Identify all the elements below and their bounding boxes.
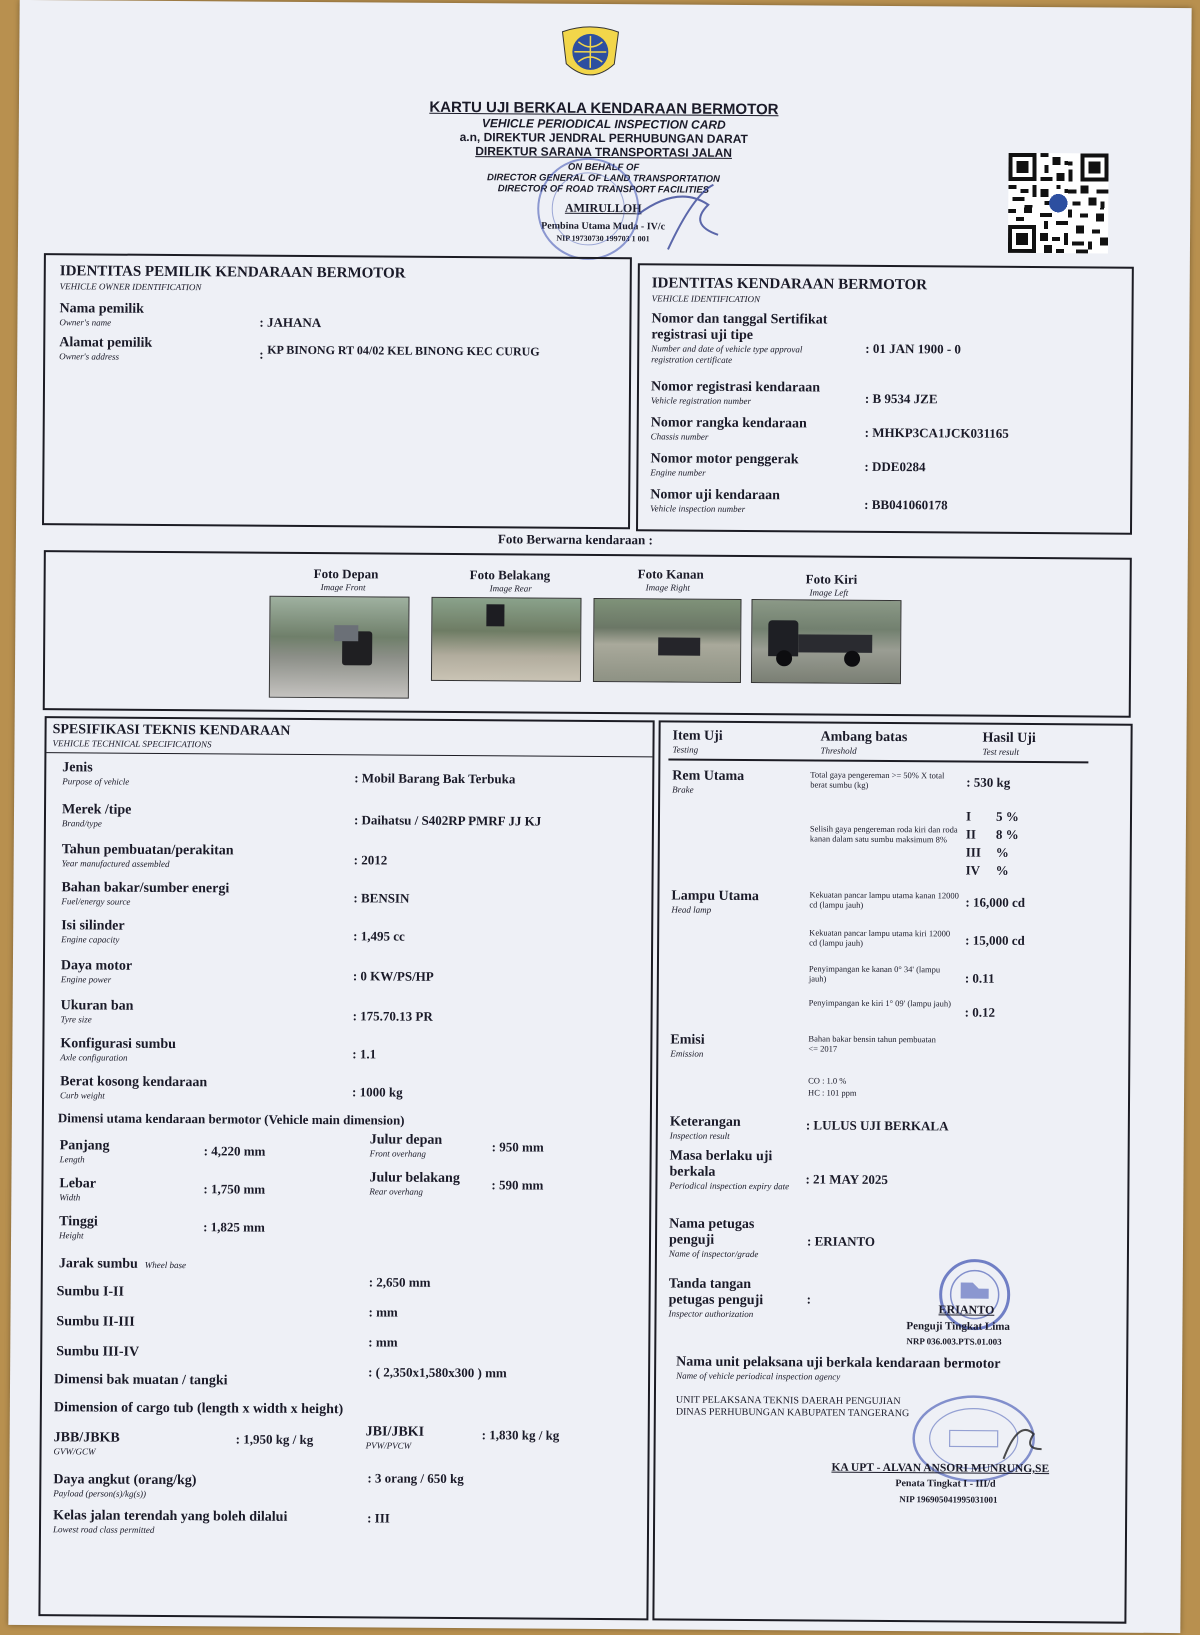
director-general-en: DIRECTOR GENERAL OF LAND TRANSPORTATION	[486, 172, 720, 185]
axle-3-4-value: : mm	[368, 1334, 398, 1350]
axle-number: III	[965, 844, 982, 860]
inspector-name: ERIANTO	[938, 1302, 995, 1317]
headlamp-result-1: : 16,000 cd	[965, 894, 1026, 910]
specs-title: SPESIFIKASI TEKNIS KENDARAAN	[52, 722, 291, 739]
spec-label: Merek /tipe	[61, 802, 132, 818]
photos-section	[43, 550, 1132, 718]
truck-rear-shape	[486, 604, 504, 626]
qr-code	[1008, 153, 1109, 254]
photo-rear	[431, 597, 582, 682]
length-label-en: Length	[59, 1154, 85, 1165]
col-item-header: Item Uji	[672, 728, 723, 744]
inspector-nrp: NRP 036.003.PTS.01.003	[906, 1336, 1002, 1347]
headlamp-threshold-2: Kekuatan pancar lampu utama kiri 12000 cd (lampu jauh)	[809, 927, 951, 948]
owner-name-value: : JAHANA	[259, 314, 322, 331]
axle-number: I	[965, 808, 972, 824]
inspector-value: : ERIANTO	[806, 1233, 876, 1249]
front-overhang-value: : 950 mm	[491, 1139, 544, 1155]
signer-nip: NIP 19730730 199703 1 001	[556, 233, 650, 244]
owner-address-label: Alamat pemilik	[59, 335, 153, 351]
cert-label-en-2: registration certificate	[651, 354, 733, 365]
photo-rear-label: Foto Belakang	[469, 567, 551, 583]
axle-difference-value: 8 %	[995, 826, 1019, 842]
photo-rear-label-en: Image Rear	[489, 583, 532, 594]
headlamp-label-en: Head lamp	[671, 904, 712, 915]
expiry-label-2: berkala	[669, 1164, 716, 1180]
jbb-value: : 1,950 kg / kg	[235, 1431, 314, 1448]
signature-label-1: Tanda tangan	[668, 1276, 752, 1293]
signature-label-2: petugas penguji	[668, 1292, 764, 1309]
photo-front-label: Foto Depan	[313, 565, 379, 582]
spec-value: : 1.1	[352, 1046, 377, 1062]
inspector-label-2: penguji	[668, 1232, 715, 1248]
owner-address-label-en: Owner's address	[59, 351, 120, 362]
vehicle-id-title: IDENTITAS KENDARAAN BERMOTOR	[651, 275, 928, 294]
headlamp-threshold-3: Penyimpangan ke kanan 0° 34' (lampu jauh)	[808, 963, 941, 984]
spec-label-en: Fuel/energy source	[61, 896, 131, 907]
wheelbase-label: Jarak sumbu	[58, 1256, 138, 1272]
photo-left-label: Foto Kiri	[805, 571, 858, 587]
truck-right-shape	[658, 637, 700, 655]
headlamp-label: Lampu Utama	[671, 888, 760, 905]
payload-label-en: Payload (person(s)/kg(s))	[53, 1488, 147, 1499]
inspector-rank: Penguji Tingkat Lima	[906, 1320, 1011, 1333]
photo-front-label-en: Image Front	[320, 582, 366, 593]
photo-left-label-en: Image Left	[809, 587, 849, 598]
truck-left-wheel-rear	[844, 651, 860, 667]
truck-left-bed	[798, 634, 872, 653]
remark-label: Keterangan	[669, 1114, 741, 1130]
length-value: : 4,220 mm	[203, 1143, 266, 1159]
payload-value: : 3 orang / 650 kg	[367, 1470, 464, 1487]
cargo-dimension-label: Dimensi bak muatan / tangki	[54, 1372, 228, 1389]
brake-result-1: : 530 kg	[966, 774, 1011, 790]
spec-label-en: Purpose of vehicle	[62, 776, 130, 787]
emission-co: CO : 1.0 %	[808, 1075, 847, 1086]
spec-label: Tahun pembuatan/perakitan	[61, 842, 234, 859]
owner-section-title-en: VEHICLE OWNER IDENTIFICATION	[59, 281, 202, 293]
axle-1-2-label: Sumbu I-II	[56, 1284, 125, 1300]
jbb-label: JBB/JBKB	[53, 1430, 120, 1446]
cert-label-1: Nomor dan tanggal Sertifikat	[651, 311, 828, 328]
agency-label-en: Name of vehicle periodical inspection agency	[676, 1370, 841, 1382]
owner-name-label-en: Owner's name	[59, 317, 112, 328]
chassis-label: Nomor rangka kendaraan	[650, 415, 807, 432]
reg-label: Nomor registrasi kendaraan	[650, 379, 821, 396]
spec-label: Daya motor	[60, 958, 133, 974]
ministry-logo	[554, 24, 626, 87]
owner-section	[42, 253, 632, 529]
axle-1-2-value: : 2,650 mm	[368, 1274, 431, 1290]
on-behalf-text: a.n, DIREKTUR JENDRAL PERHUBUNGAN DARAT	[459, 130, 748, 147]
owner-section-title: IDENTITAS PEMILIK KENDARAAN BERMOTOR	[59, 263, 406, 282]
owner-address-colon: :	[259, 346, 264, 362]
headlamp-result-3: : 0.11	[964, 970, 995, 986]
card-title: KARTU UJI BERKALA KENDARAAN BERMOTOR	[429, 98, 779, 119]
signature-label-en: Inspector authorization	[668, 1308, 754, 1320]
headlamp-result-2: : 15,000 cd	[965, 932, 1025, 948]
front-overhang-label-en: Front overhang	[369, 1148, 426, 1159]
card-title-en: VEHICLE PERIODICAL INSPECTION CARD	[481, 116, 726, 132]
spec-label: Isi silinder	[61, 918, 125, 934]
axle-difference-value: 5 %	[995, 808, 1019, 824]
agency-label: Nama unit pelaksana uji berkala kendaraan bermotor	[676, 1354, 1001, 1372]
brake-label: Rem Utama	[672, 768, 745, 785]
headlamp-threshold-1: Kekuatan pancar lampu utama kanan 12000 cd (lampu jauh)	[809, 889, 959, 910]
emission-label: Emisi	[670, 1032, 705, 1048]
vehicle-id-title-en: VEHICLE IDENTIFICATION	[651, 293, 761, 305]
director-facilities-en: DIRECTOR OF ROAD TRANSPORT FACILITIES	[497, 183, 710, 196]
jbi-label-en: PVW/PVCW	[365, 1440, 412, 1451]
spec-value: : BENSIN	[353, 890, 410, 906]
specs-title-en: VEHICLE TECHNICAL SPECIFICATIONS	[52, 738, 212, 750]
jbi-label: JBI/JBKI	[365, 1424, 425, 1440]
jbb-label-en: GVW/GCW	[53, 1446, 96, 1457]
headlamp-result-4: : 0.12	[964, 1004, 996, 1020]
dimension-title: Dimensi utama kendaraan bermotor (Vehicle main dimension)	[57, 1110, 405, 1128]
width-value: : 1,750 mm	[203, 1181, 266, 1197]
spec-value: : 1000 kg	[352, 1084, 403, 1100]
front-overhang-label: Julur depan	[369, 1132, 443, 1148]
height-label-en: Height	[59, 1230, 84, 1241]
rear-overhang-value: : 590 mm	[491, 1177, 544, 1193]
length-label: Panjang	[59, 1138, 110, 1154]
road-class-label-en: Lowest road class permitted	[52, 1524, 155, 1535]
spec-label-en: Tyre size	[60, 1014, 92, 1025]
road-class-label: Kelas jalan terendah yang boleh dilalui	[53, 1508, 288, 1525]
inspection-number-label-en: Vehicle inspection number	[650, 503, 746, 515]
spec-label-en: Brand/type	[61, 818, 102, 829]
director-stamp	[518, 153, 749, 265]
director-text: DIREKTUR SARANA TRANSPORTASI JALAN	[475, 144, 733, 160]
jbi-value: : 1,830 kg / kg	[481, 1427, 560, 1443]
engine-label-en: Engine number	[650, 467, 706, 478]
spec-label-en: Engine capacity	[61, 934, 120, 945]
owner-name-label: Nama pemilik	[59, 301, 144, 317]
col-threshold-header: Ambang batas	[820, 729, 908, 746]
chassis-label-en: Chassis number	[650, 431, 709, 442]
photos-title: Foto Berwarna kendaraan :	[497, 531, 653, 548]
spec-value: : 2012	[353, 852, 388, 868]
signer-name: AMIRULLOH	[564, 200, 642, 216]
inspection-card	[8, 0, 1191, 1633]
spec-label: Jenis	[62, 760, 93, 776]
spec-label: Ukuran ban	[60, 998, 134, 1014]
axle-difference-value: %	[995, 862, 1009, 878]
cargo-dimension-label-en: Dimension of cargo tub (length x width x height)	[53, 1400, 344, 1418]
headlamp-threshold-4: Penyimpangan ke kiri 1° 09' (lampu jauh)	[808, 997, 952, 1009]
width-label: Lebar	[59, 1176, 97, 1192]
payload-label: Daya angkut (orang/kg)	[53, 1472, 197, 1489]
spec-value: : 1,495 cc	[353, 928, 405, 944]
width-label-en: Width	[59, 1192, 81, 1203]
spec-label-en: Year manufactured assembled	[61, 858, 170, 869]
cert-label-en-1: Number and date of vehicle type approval	[651, 343, 803, 355]
expiry-value: : 21 MAY 2025	[805, 1171, 888, 1188]
col-result-header: Hasil Uji	[982, 730, 1036, 747]
col-item-header-en: Testing	[672, 744, 699, 755]
height-value: : 1,825 mm	[203, 1219, 265, 1235]
cert-label-2: registrasi uji tipe	[651, 327, 754, 344]
col-result-header-en: Test result	[982, 746, 1020, 757]
brake-threshold-2: Selisih gaya pengereman roda kiri dan roda kanan dalam satu sumbu maksimum 8%	[809, 823, 958, 845]
photo-right-label-en: Image Right	[645, 582, 690, 593]
spec-value: : 175.70.13 PR	[352, 1008, 433, 1024]
axle-difference-value: %	[995, 844, 1009, 860]
engine-label: Nomor motor penggerak	[650, 451, 799, 468]
emission-threshold: Bahan bakar bensin tahun pembuatan <= 2017	[808, 1033, 936, 1054]
head-rank: Penata Tingkat I - III/d	[895, 1478, 996, 1490]
truck-left-wheel-front	[776, 650, 792, 666]
head-nip: NIP 196905041995031001	[899, 1494, 998, 1505]
owner-address-value: KP BINONG RT 04/02 KEL BINONG KEC CURUG	[267, 342, 540, 359]
vehicle-id-section	[636, 263, 1134, 534]
remark-label-en: Inspection result	[669, 1130, 730, 1141]
specs-title-divider	[46, 752, 652, 757]
photo-front	[269, 596, 410, 699]
inspection-number-label: Nomor uji kendaraan	[650, 487, 780, 504]
test-header-divider	[668, 758, 1088, 763]
emission-label-en: Emission	[670, 1048, 704, 1059]
wheelbase-heading	[59, 1254, 186, 1273]
rear-overhang-label-en: Rear overhang	[369, 1186, 423, 1197]
axle-number: II	[965, 826, 977, 842]
axle-number: IV	[965, 862, 981, 878]
photo-right	[593, 598, 742, 683]
wheelbase-label-en: Wheel base	[144, 1259, 187, 1271]
spec-value: : 0 KW/PS/HP	[352, 968, 434, 984]
reg-label-en: Vehicle registration number	[650, 395, 752, 407]
on-behalf-en: ON BEHALF OF	[567, 161, 640, 174]
expiry-label-en: Periodical inspection expiry date	[669, 1180, 790, 1192]
road-class-value: : III	[367, 1510, 390, 1526]
spec-label-en: Axle configuration	[60, 1052, 128, 1063]
inspector-label-en: Name of inspector/grade	[668, 1248, 759, 1260]
inspection-number-value: : BB041060178	[864, 496, 948, 513]
expiry-label-1: Masa berlaku uji	[669, 1148, 773, 1165]
spec-label: Konfigurasi sumbu	[60, 1036, 176, 1053]
remark-value: : LULUS UJI BERKALA	[805, 1117, 949, 1134]
axle-3-4-label: Sumbu III-IV	[56, 1344, 140, 1360]
emission-hc: HC : 101 ppm	[808, 1087, 857, 1098]
axle-2-3-value: : mm	[368, 1304, 398, 1320]
spec-label: Berat kosong kendaraan	[60, 1074, 208, 1091]
spec-value: : Daihatsu / S402RP PMRF JJ KJ	[353, 812, 542, 829]
spec-label-en: Curb weight	[60, 1090, 105, 1101]
head-name: KA UPT - ALVAN ANSORI MUNRUNG,SE	[831, 1461, 1050, 1476]
test-section	[652, 720, 1132, 1623]
signer-rank: Pembina Utama Muda - IV/c	[541, 220, 666, 233]
rear-overhang-label: Julur belakang	[369, 1170, 460, 1187]
col-threshold-header-en: Threshold	[820, 745, 857, 756]
brake-threshold-1: Total gaya pengereman >= 50% X total berat sumbu (kg)	[810, 769, 945, 790]
spec-label: Bahan bakar/sumber energi	[61, 880, 230, 897]
chassis-value: : MHKP3CA1JCK031165	[864, 424, 1009, 441]
signature-colon: :	[806, 1291, 812, 1307]
spec-label-en: Engine power	[60, 974, 112, 985]
photo-right-label: Foto Kanan	[637, 566, 704, 582]
specs-section	[38, 716, 654, 1620]
agency-line-2: DINAS PERHUBUNGAN KABUPATEN TANGERANG	[675, 1406, 910, 1420]
reg-value: : B 9534 JZE	[864, 390, 938, 407]
truck-front-cab	[334, 625, 358, 641]
spec-value: : Mobil Barang Bak Terbuka	[354, 770, 516, 787]
engine-value: : DDE0284	[864, 458, 926, 475]
photo-left	[751, 599, 902, 684]
axle-2-3-label: Sumbu II-III	[56, 1314, 135, 1330]
height-label: Tinggi	[59, 1214, 98, 1230]
cargo-dimension-value: : ( 2,350x1,580x300 ) mm	[368, 1364, 507, 1381]
brake-label-en: Brake	[672, 784, 694, 795]
inspector-label-1: Nama petugas	[669, 1216, 755, 1233]
cert-value: : 01 JAN 1900 - 0	[865, 340, 962, 357]
agency-line-1: UNIT PELAKSANA TEKNIS DAERAH PENGUJIAN	[675, 1394, 901, 1408]
